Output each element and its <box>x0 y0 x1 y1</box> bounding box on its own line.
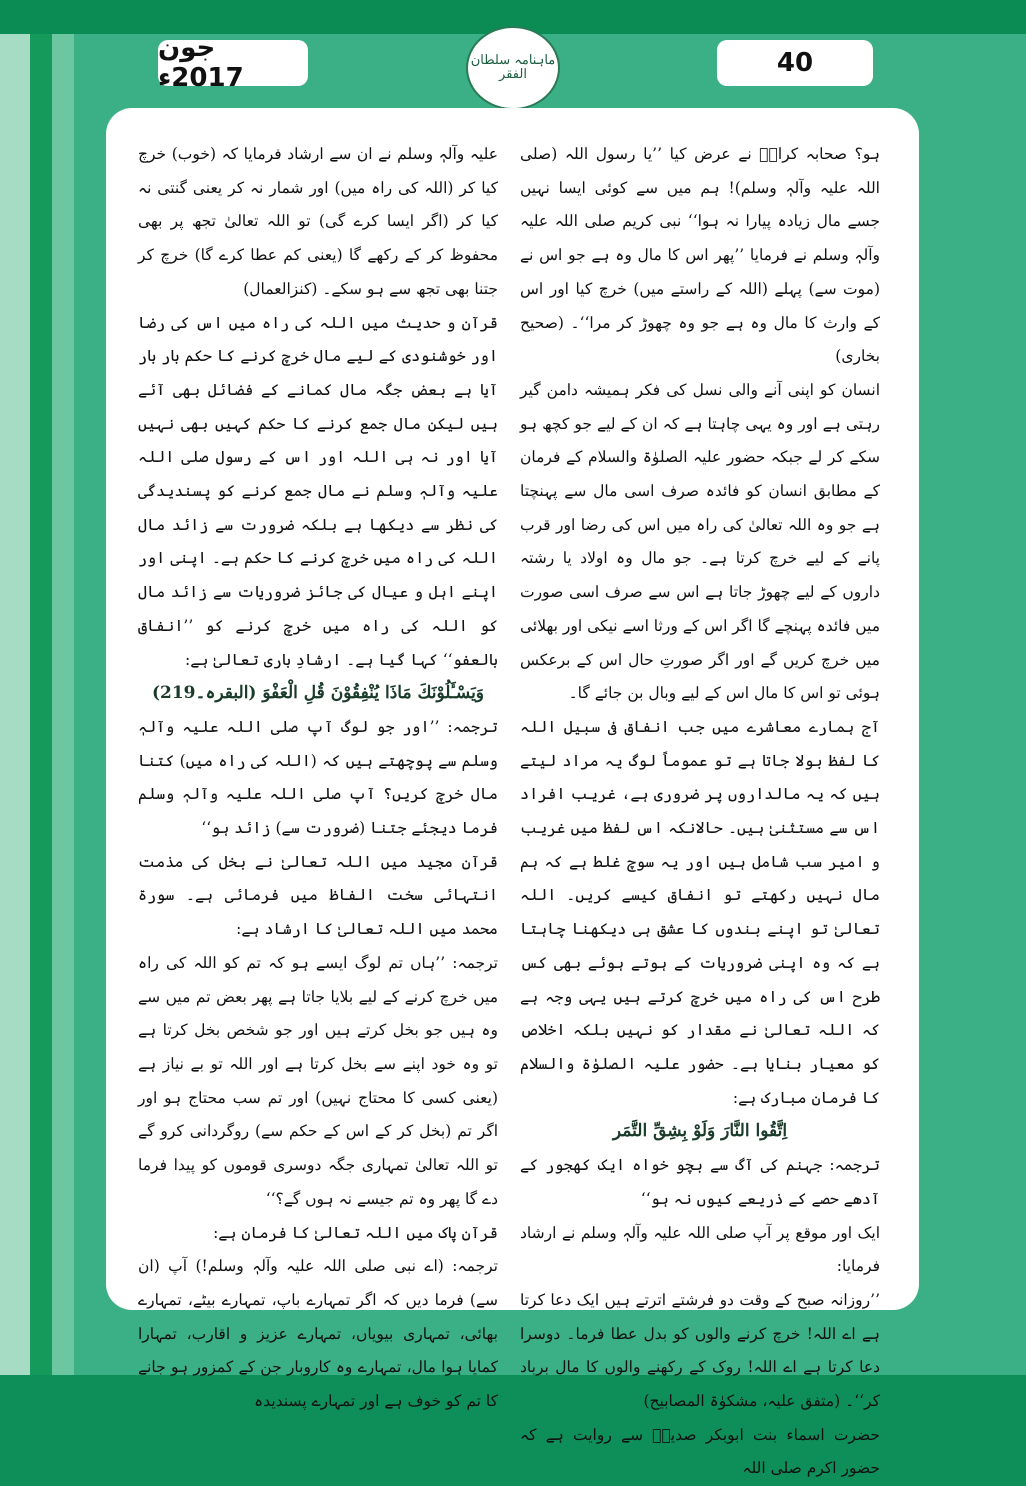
paragraph: ترجمہ: جہنم کی آگ سے بچو خواہ ایک کھجور کے آدھے حصے کے ذریعے کیوں نہ ہو‘‘ <box>520 1156 880 1208</box>
page-stripe-light <box>0 0 30 1375</box>
paragraph: ایک اور موقع پر آپ صلی اللہ علیہ وآلہٖ وسلم نے ارشاد فرمایا: <box>520 1223 880 1276</box>
article-column-left <box>138 138 498 1411</box>
paragraph: ترجمہ: ’’اور جو لوگ آپ صلی اللہ علیہ وآلہٖ وسلم سے پوچھتے ہیں کہ (اللہ کی راہ میں) کتنا مال خرچ کریں؟ آپ صلی اللہ علیہ وآلہٖ وسلم فرما دیجئے جتنا (ضرورت سے) زائد ہو‘‘ <box>138 717 498 838</box>
paragraph: ترجمہ: ’’ہاں تم لوگ ایسے ہو کہ تم کو اللہ کی راہ میں خرچ کرنے کے لیے بلایا جاتا ہے پھر بعض تم میں سے وہ ہیں جو بخل کرتے ہیں اور جو شخص بخل کرتا ہے تو وہ خود اپنے سے بخل کرتا ہے اور اللہ تو بے نیاز ہے (یعنی کسی کا محتاج نہیں) اور تم سب محتاج ہو اور اگر تم (بخل کر کے اس کے حکم سے) روگردانی کرو گے تو اللہ تعالیٰ تمہاری جگہ دوسری قوموں کو پیدا فرما دے گا پھر وہ تم جیسے نہ ہوں گے؟‘‘ <box>138 953 498 1208</box>
paragraph: علیہ وآلہٖ وسلم نے ان سے ارشاد فرمایا کہ (خوب) خرچ کیا کر (اللہ کی راہ میں) اور شمار نہ کر یعنی گنتی نہ کیا کر (اگر ایسا کرے گی) تو اللہ تعالیٰ تجھ پر بھی محفوظ کر کے رکھے گا (یعنی کم عطا کرے گا) خرچ کر جتنا بھی تجھ سے ہو سکے۔ (کنزالعمال) <box>138 145 498 298</box>
paragraph: ’’روزانہ صبح کے وقت دو فرشتے اترتے ہیں ایک دعا کرتا ہے اے اللہ! خرچ کرنے والوں کو بدل عطا فرما۔ دوسرا دعا کرتا ہے اے اللہ! روک کے رکھنے والوں کا مال برباد کر‘‘۔ (متفق علیہ، مشکوٰۃ المصابیح) <box>520 1290 880 1411</box>
paragraph: قرآنِ پاک میں اللہ تعالیٰ کا فرمان ہے: <box>213 1223 498 1242</box>
arabic-verse: وَيَسْـَٔلُوْنَكَ مَاذَا يُنْفِقُوْنَ قُلِ الْعَفْوَ (البقرہ۔219) <box>151 683 485 704</box>
paragraph: آج ہمارے معاشرے میں جب انفاق فی سبیل اللہ کا لفظ بولا جاتا ہے تو عموماً لوگ یہ مراد لیتے ہیں کہ یہ مالداروں پر ضروری ہے، غریب افراد اس سے مستثنیٰ ہیں۔ حالانکہ اس لفظ میں غریب و امیر سب شامل ہیں اور یہ سوچ غلط ہے کہ ہم مال نہیں رکھتے تو انفاق کیسے کریں۔ اللہ تعالیٰ تو اپنے بندوں کا عشق ہی دیکھنا چاہتا ہے کہ وہ اپنی ضروریات کے ہوتے ہوئے بھی کس طرح اس کی راہ میں خرچ کرتے ہیں یہی وجہ ہے کہ اللہ تعالیٰ نے مقدار کو نہیں بلکہ اخلاص کو معیار بنایا ہے۔ حضور علیہ الصلوٰۃ والسلام کا فرمان مبارک ہے: <box>520 717 880 1107</box>
paragraph: انسان کو اپنی آنے والی نسل کی فکر ہمیشہ دامن گیر رہتی ہے اور وہ یہی چاہتا ہے کہ ان کے لیے جو کچھ ہو سکے کر لے جبکہ حضور علیہ الصلوٰۃ والسلام کے فرمان کے مطابق انسان کو فائدہ صرف اسی مال سے پہنچتا ہے جو وہ اللہ تعالیٰ کی راہ میں اس کی رضا اور قرب پانے کے لیے خرچ کرتا ہے۔ جو مال وہ اولاد یا رشتہ داروں کے لیے چھوڑ جاتا ہے اس سے صرف اسی صورت میں فائدہ پہنچے گا اگر اس کے ورثا اسے نیکی اور بھلائی میں خرچ کریں گے اور اگر صورتِ حال اس کے برعکس ہوئی تو اس کا مال اس کے لیے وبال بن جائے گا۔ <box>520 380 880 703</box>
paragraph: ترجمہ: (اے نبی صلی اللہ علیہ وآلہٖ وسلم!) آپ (ان سے) فرما دیں کہ اگر تمہارے باپ، تمہارے بیٹے، تمہارے بھائی، تمہاری بیویاں، تمہارے عزیز و اقارب، تمہارا کمایا ہوا مال، تمہارے وہ کاروبار جن کے کمزور ہو جانے کا تم کو خوف ہے اور تمہارے پسندیدہ <box>138 1257 498 1411</box>
magazine-logo <box>466 26 560 110</box>
logo-text: ماہنامہ سلطان الفقر <box>470 53 556 82</box>
paragraph: قرآنِ مجید میں اللہ تعالیٰ نے بخل کی مذمت انتہائی سخت الفاظ میں فرمائی ہے۔ سورۃ محمد میں اللہ تعالیٰ کا ارشاد ہے: <box>138 852 498 939</box>
article-column-right <box>520 138 880 1478</box>
page-stripe-mid <box>52 0 74 1375</box>
paragraph: قرآن و حدیث میں اللہ کی راہ میں اس کی رضا اور خوشنودی کے لیے مال خرچ کرنے کا حکم بار بار آیا ہے بعض جگہ مال کمانے کے فضائل بھی آئے ہیں لیکن مال جمع کرنے کا حکم کہیں بھی نہیں آیا اور نہ ہی اللہ اور اس کے رسول صلی اللہ علیہ وآلہٖ وسلم نے مال جمع کرنے کو پسندیدگی کی نظر سے دیکھا ہے بلکہ ضرورت سے زائد مال اللہ کی راہ میں خرچ کرنے کا حکم ہے۔ اپنی اور اپنے اہل و عیال کی جائز ضروریات سے زائد مال کو اللہ کی راہ میں خرچ کرنے کو ’’انفاق بالعفو‘‘ کہا گیا ہے۔ ارشادِ باری تعالیٰ ہے: <box>138 313 498 669</box>
page-number: 40 <box>717 40 873 86</box>
paragraph: حضرت اسماء بنت ابوبکر صدیقؓ سے روایت ہے کہ حضور اکرم صلی اللہ <box>520 1425 880 1478</box>
page-stripe-dark <box>30 0 52 1375</box>
paragraph: ہو؟ صحابہ کرامؓ نے عرض کیا ’’یا رسول اللہ (صلی اللہ علیہ وآلہٖ وسلم)! ہم میں سے کوئی ایسا نہیں جسے مال زیادہ پیارا نہ ہوا‘‘ نبی کریم صلی اللہ علیہ وآلہٖ وسلم نے فرمایا ’’پھر اس کا مال وہ ہے جو اس نے (موت سے) پہلے (اللہ کے راستے میں) خرچ کیا اور اس کے وارث کا مال وہ ہے جو وہ چھوڑ کر مرا‘‘۔ (صحیح بخاری) <box>520 145 880 366</box>
page-header <box>0 0 1026 100</box>
arabic-verse: اِتَّقُوا النَّارَ وَلَوْ بِشِقِّ التَّمَر <box>612 1121 788 1142</box>
issue-date: جون 2017ء <box>158 40 308 86</box>
